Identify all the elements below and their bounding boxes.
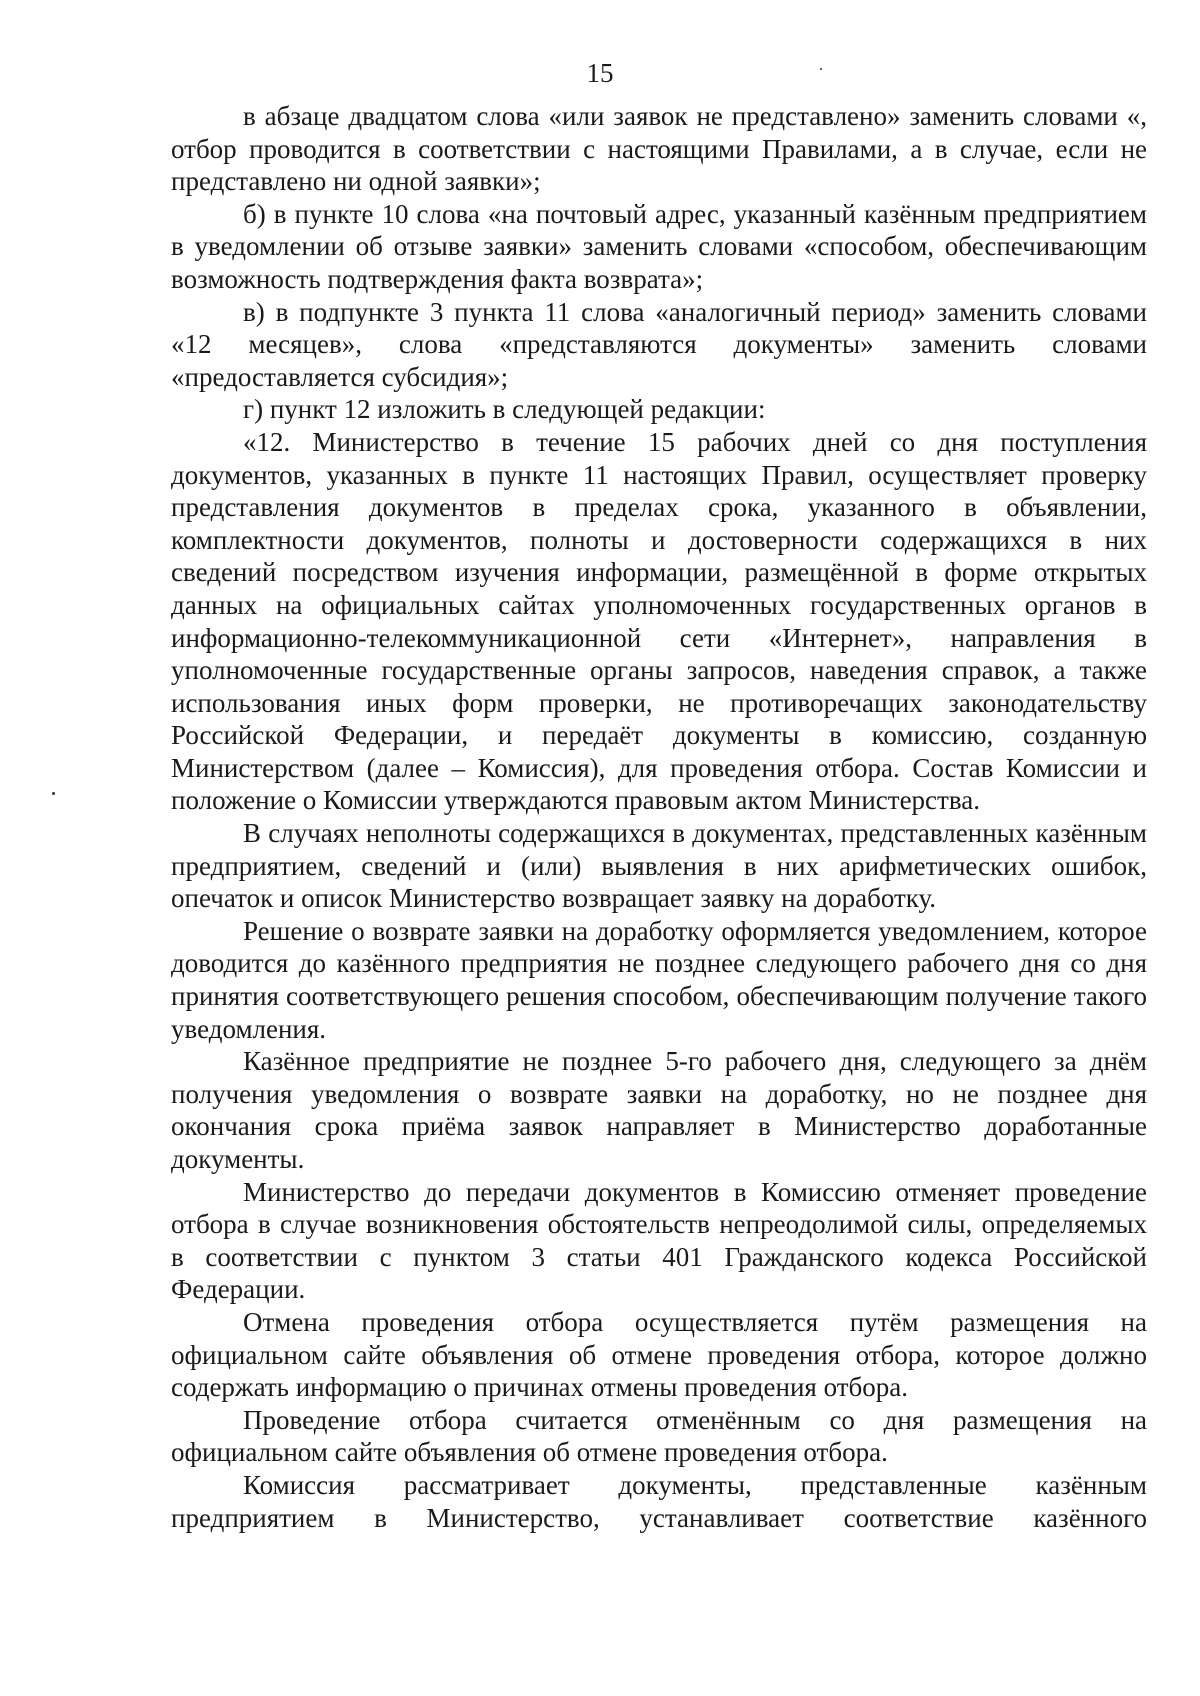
paragraph-9: Министерство до передачи документов в Комиссию отменяет проведение отбора в случае возникновения обстоятельств непреодолимой силы, определяемых в соответствии с пунктом 3 статьи 401 Гражданского кодекса Российской Федерации.	[171, 1176, 1147, 1305]
paragraph-12: Комиссия рассматривает документы, представленные казённым предприятием в Министерство, устанавливает соответствие казённого	[171, 1469, 1147, 1533]
paragraph-11: Проведение отбора считается отменённым со дня размещения на официальном сайте объявления об отмене проведения отбора.	[171, 1404, 1147, 1468]
scan-speck	[52, 792, 55, 795]
paragraph-10: Отмена проведения отбора осуществляется путём размещения на официальном сайте объявления об отмене проведения отбора, которое должно содержать информацию о причинах отмены проведения отбора.	[171, 1306, 1147, 1403]
paragraph-5: «12. Министерство в течение 15 рабочих дней со дня поступления документов, указанных в пункте 11 настоящих Правил, осуществляет проверку представления документов в пределах срока, указанного в объявлении, комплектности документов, полноты и достоверности содержащихся в них сведений посредством изучения информации, размещённой в форме открытых данных на официальных сайтах уполномоченных государственных органов в информационно-телекоммуникационной сети «Интернет», направления в уполномоченные государственные органы запросов, наведения справок, а также использования иных форм проверки, не противоречащих законодательству Российской Федерации, и передаёт документы в комиссию, созданную Министерством (далее – Комиссия), для проведения отбора. Состав Комиссии и положение о Комиссии утверждаются правовым актом Министерства.	[171, 426, 1147, 816]
page-number: 15	[586, 58, 614, 88]
paragraph-2: б) в пункте 10 слова «на почтовый адрес, указанный казённым предприятием в уведомлении об отзыве заявки» заменить словами «способом, обеспечивающим возможность подтверждения факта возврата»;	[171, 198, 1147, 294]
document-body	[171, 100, 1147, 1534]
paragraph-4: г) пункт 12 изложить в следующей редакции:	[243, 394, 766, 425]
scan-speck	[820, 68, 822, 70]
paragraph-1: в абзаце двадцатом слова «или заявок не представлено» заменить словами «, отбор проводится в соответствии с настоящими Правилами, а в случае, если не представлено ни одной заявки»;	[171, 101, 1147, 197]
paragraph-3: в) в подпункте 3 пункта 11 слова «аналогичный период» заменить словами «12 месяцев», слова «представляются документы» заменить словами «предоставляется субсидия»;	[171, 296, 1147, 392]
paragraph-6: В случаях неполноты содержащихся в документах, представленных казённым предприятием, сведений и (или) выявления в них арифметических ошибок, опечаток и описок Министерство возвращает заявку на доработку.	[171, 818, 1147, 914]
paragraph-8: Казённое предприятие не позднее 5-го рабочего дня, следующего за днём получения уведомления о возврате заявки на доработку, но не позднее дня окончания срока приёма заявок направляет в Министерство доработанные документы.	[171, 1046, 1147, 1174]
paragraph-7: Решение о возврате заявки на доработку оформляется уведомлением, которое доводится до казённого предприятия не позднее следующего рабочего дня со дня принятия соответствующего решения способом, обеспечивающим получение такого уведомления.	[171, 915, 1147, 1044]
